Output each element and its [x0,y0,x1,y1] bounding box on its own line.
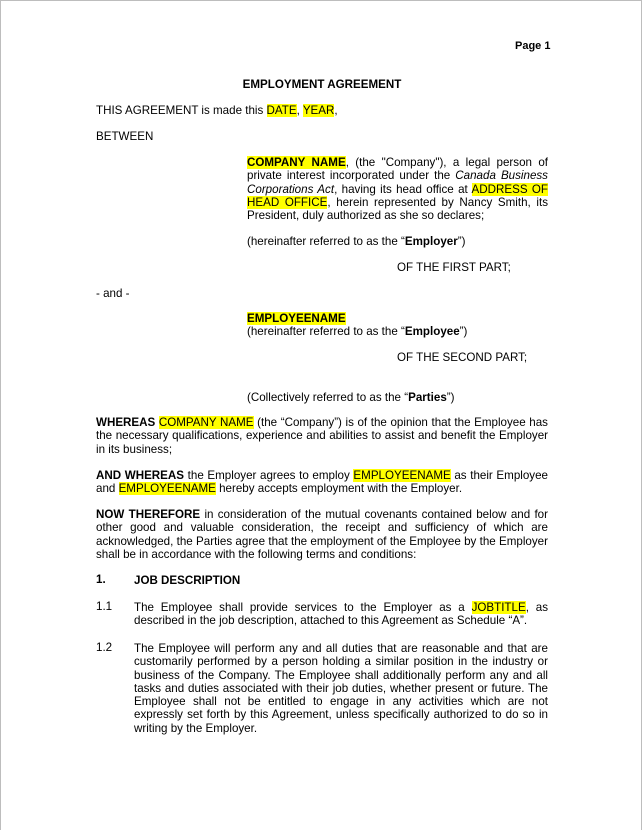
parties-term: Parties [408,391,447,404]
whereas-company-placeholder: COMPANY NAME [158,416,254,429]
clause-1-2-text: The Employee will perform any and all duties that are reasonable and that are customarily performed by a person holding a similar position in the industry or business of the Company. The Employee shall additionally perform any and all tasks and duties associated with their job duties, whether present or future. The Employee shall not be entitled to engage in any activities which are not expressly set forth by this Agreement, unless specifically authorized to do so in writing by the Employer. [134,642,548,735]
now-therefore-text: in consideration of the mutual covenants contained below and for other good and valuable consideration, the receipt and sufficiency of which are acknowledged, the Parties agree that the employment of the Employee by the Employer shall be in accordance with the following terms and conditions: [96,508,548,561]
collectively-line [247,391,455,404]
collectively-suffix: ”) [446,391,455,404]
employee-term: Employee [404,325,460,338]
year-placeholder: YEAR [302,104,335,117]
employee-name-line [247,312,346,325]
company-text-3: , herein represented by Nancy Smith, its President, duly authorized as she so declares; [247,195,548,223]
and-whereas-paragraph [96,469,548,496]
and-whereas-text-3: hereby accepts employment with the Employer. [215,482,463,496]
jobtitle-placeholder: JOBTITLE [471,601,526,614]
date-placeholder: DATE [266,104,297,117]
section-1-heading: JOB DESCRIPTION [134,574,241,587]
company-name-placeholder: COMPANY NAME [247,156,346,169]
clause-1-2-number: 1.2 [96,641,113,654]
whereas-lead: WHEREAS [96,416,156,429]
second-part: OF THE SECOND PART; [397,351,528,364]
clause-1-1-number: 1.1 [96,600,113,613]
address-placeholder: ADDRESS OF HEAD OFFICE [247,182,549,209]
whereas-text: (the “Company”) is of the opinion that the Employee has the necessary qualifications, experience and abilities to assist and benefit the Employer in its business; [96,416,548,456]
intro-prefix: THIS AGREEMENT is made this [96,104,267,117]
clause-1-1-text-2: , as described in the job description, attached to this Agreement as Schedule “A”. [134,601,548,628]
employer-term: Employer [404,235,458,248]
employer-referred [247,235,465,248]
act-name: Canada Business Corporations Act [247,169,548,196]
first-part: OF THE FIRST PART; [397,261,511,274]
company-text-1: , (the "Company"), a legal person of private interest incorporated under the [247,156,548,183]
collectively-prefix: (Collectively referred to as the “ [247,391,409,404]
employee-name-placeholder: EMPLOYEENAME [247,312,346,325]
between-label: BETWEEN [96,130,154,143]
whereas-paragraph [96,416,548,456]
employer-referred-suffix: ”) [457,235,466,248]
and-separator: - and - [96,287,130,300]
now-therefore-lead: NOW THEREFORE [96,508,201,521]
employee-name-placeholder-3: EMPLOYEENAME [118,482,216,496]
employee-name-placeholder-2: EMPLOYEENAME [353,469,451,482]
employee-referred [247,325,467,338]
section-1-number: 1. [96,573,106,586]
and-whereas-text-2: as their Employee and [96,469,548,496]
document-title: EMPLOYMENT AGREEMENT [242,78,402,91]
employee-referred-prefix: (hereinafter referred to as the “ [247,325,405,338]
clause-1-1-text [134,601,548,628]
company-paragraph [247,156,548,222]
and-whereas-lead: AND WHEREAS [96,469,185,482]
employer-referred-prefix: (hereinafter referred to as the “ [247,235,405,248]
page-number: Page 1 [515,40,551,52]
now-therefore-paragraph [96,508,548,561]
employee-referred-suffix: ”) [459,325,468,338]
intro-sep: , [296,104,303,117]
and-whereas-text-1: the Employer agrees to employ [184,469,354,482]
intro-suffix: , [334,104,338,117]
clause-1-1-text-1: The Employee shall provide services to the Employer as a [134,601,472,614]
intro-line [96,104,338,117]
company-text-2: , having its head office at [334,182,472,196]
